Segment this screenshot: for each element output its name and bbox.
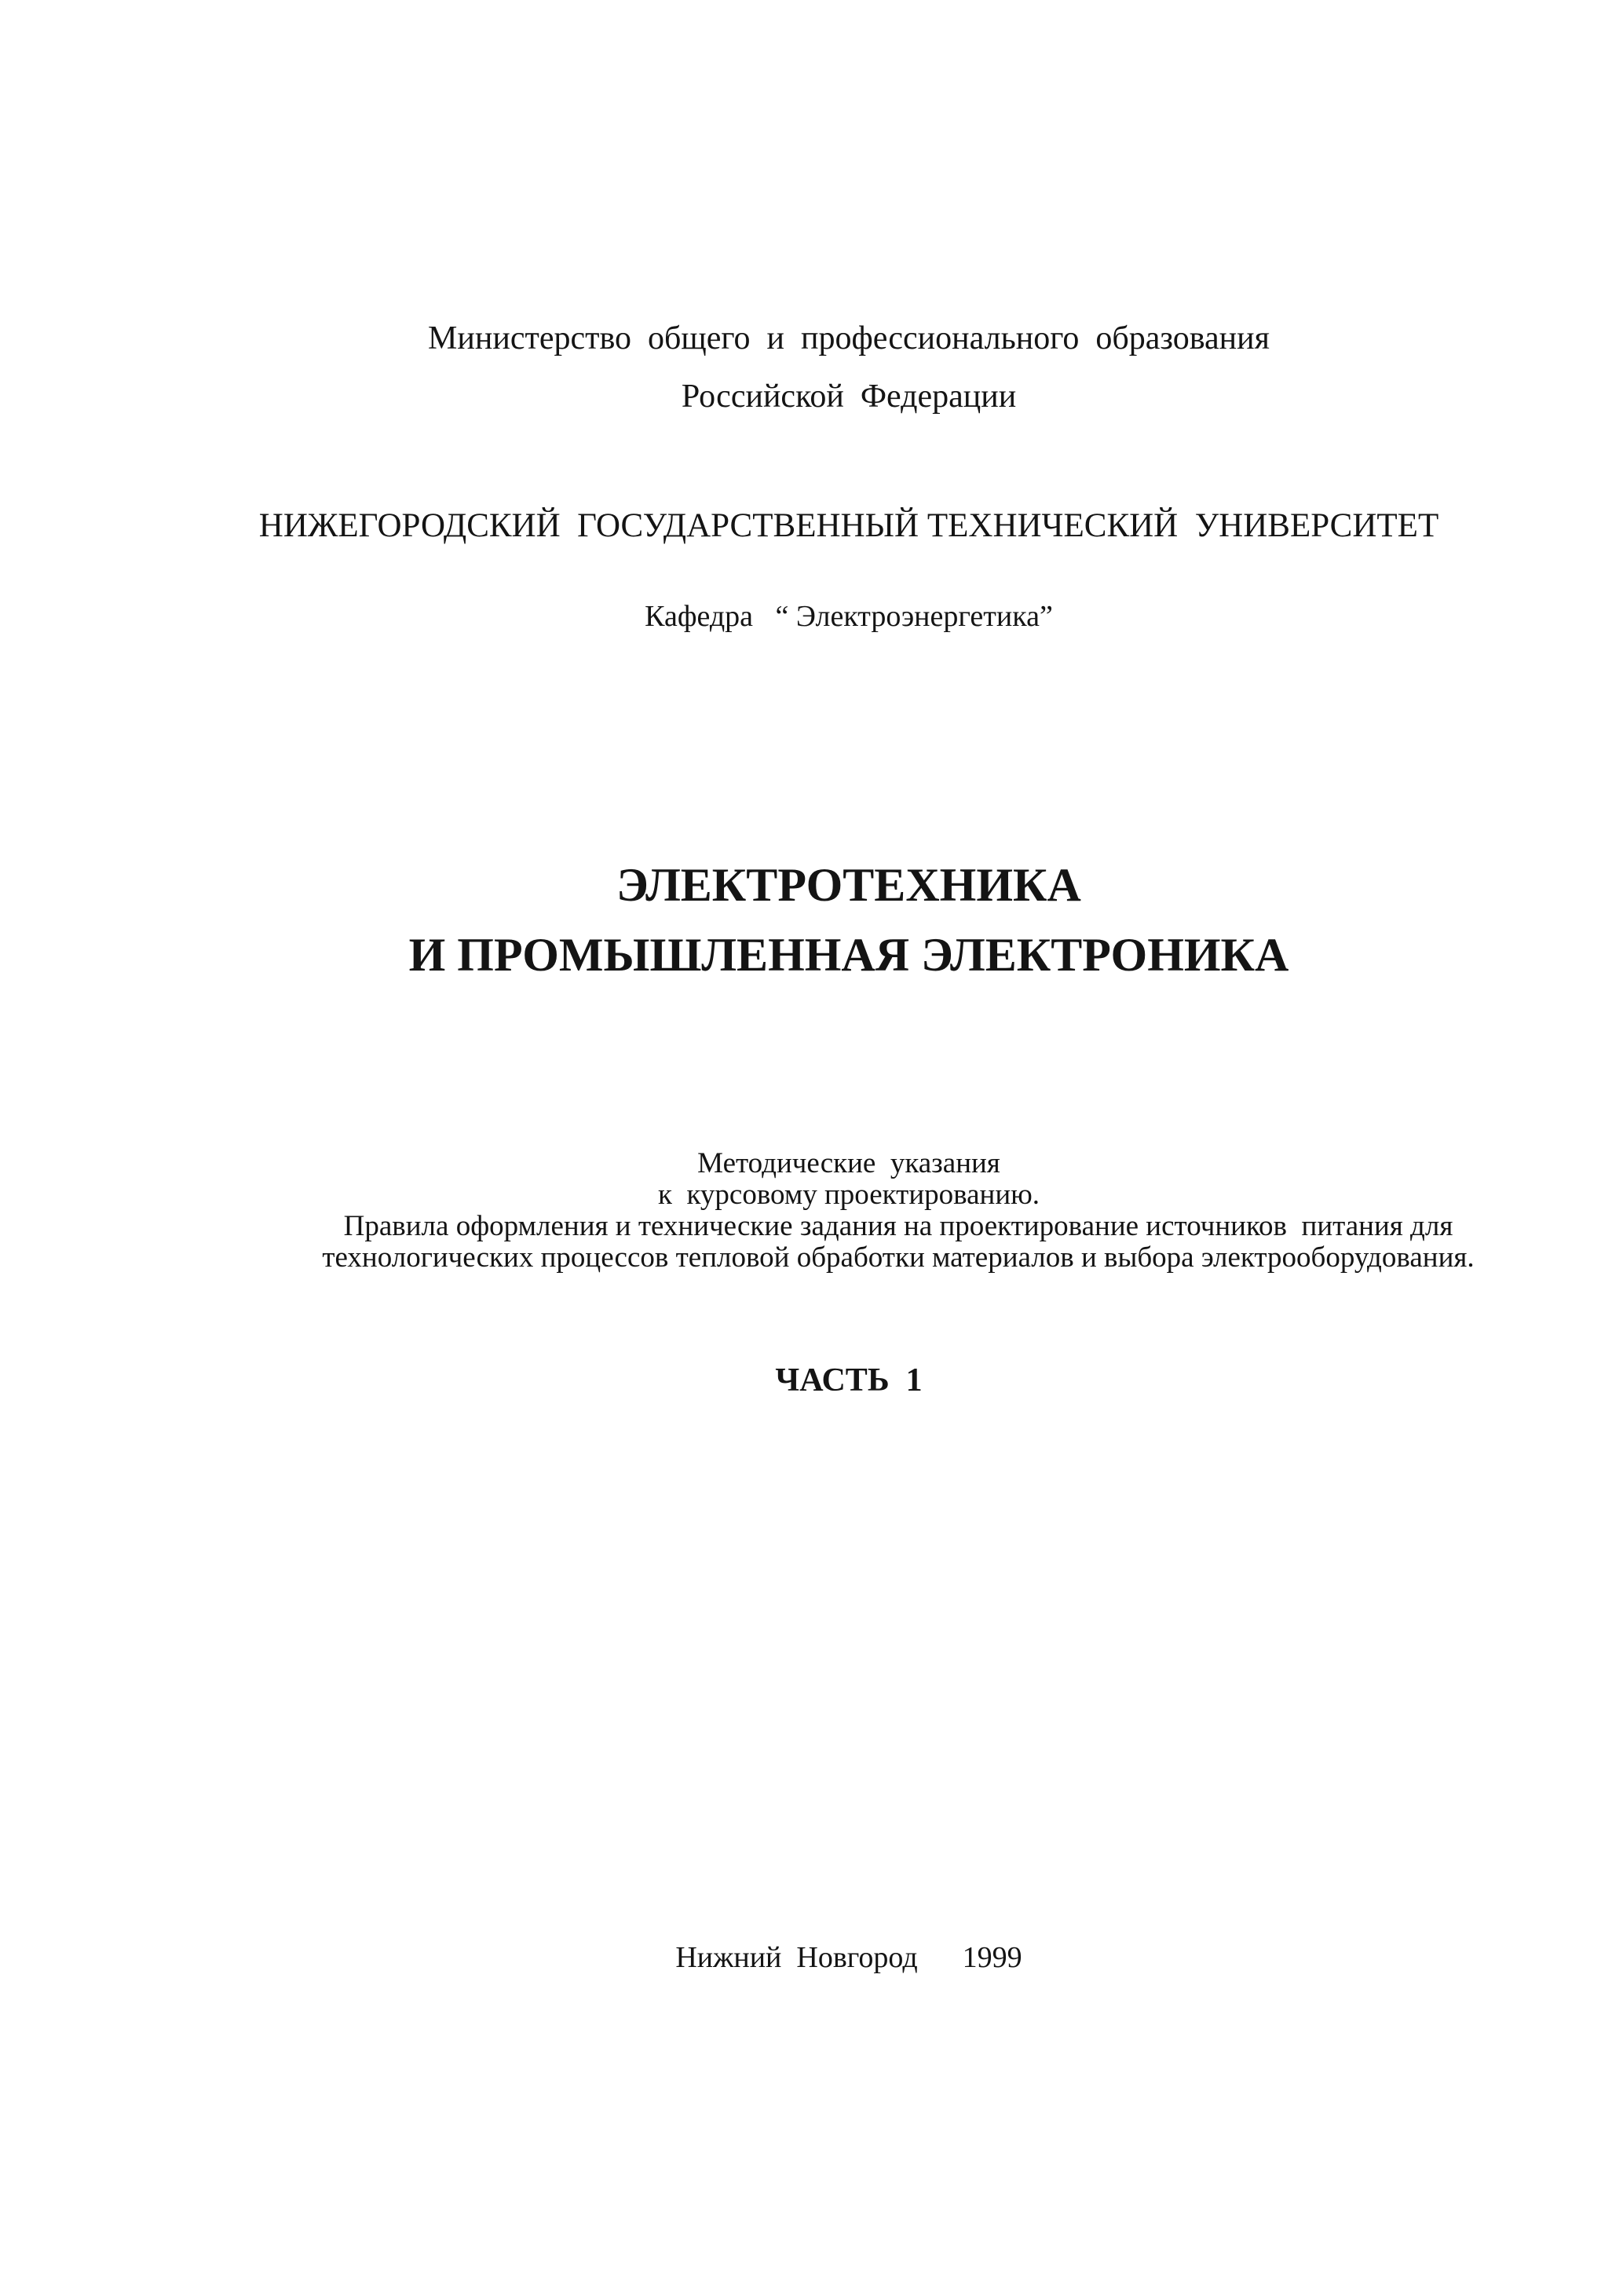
subtitle-line-1: Методические указания (697, 1147, 1000, 1179)
main-title-line-1: ЭЛЕКТРОТЕХНИКА (616, 859, 1081, 911)
subtitle-line-3: Правила оформления и технические задания на проектирование источников питания для (343, 1210, 1453, 1242)
subtitle-line-4: технологических процессов тепловой обработки материалов и выбора электрооборудования. (322, 1241, 1475, 1274)
ministry-line-1: Министерство общего и профессионального образования (428, 320, 1270, 356)
part-label: ЧАСТЬ 1 (775, 1362, 923, 1398)
main-title-line-2: И ПРОМЫШЛЕННАЯ ЭЛЕКТРОНИКА (408, 929, 1289, 981)
subtitle-line-2: к курсовому проектированию. (657, 1179, 1040, 1211)
department-line: Кафедра “ Электроэнергетика” (645, 600, 1053, 633)
university-name: НИЖЕГОРОДСКИЙ ГОСУДАРСТВЕННЫЙ ТЕХНИЧЕСКИЙ УНИВЕРСИТЕТ (258, 507, 1439, 544)
imprint-line: Нижний Новгород 1999 (675, 1941, 1022, 1974)
ministry-line-2: Российской Федерации (681, 378, 1017, 415)
